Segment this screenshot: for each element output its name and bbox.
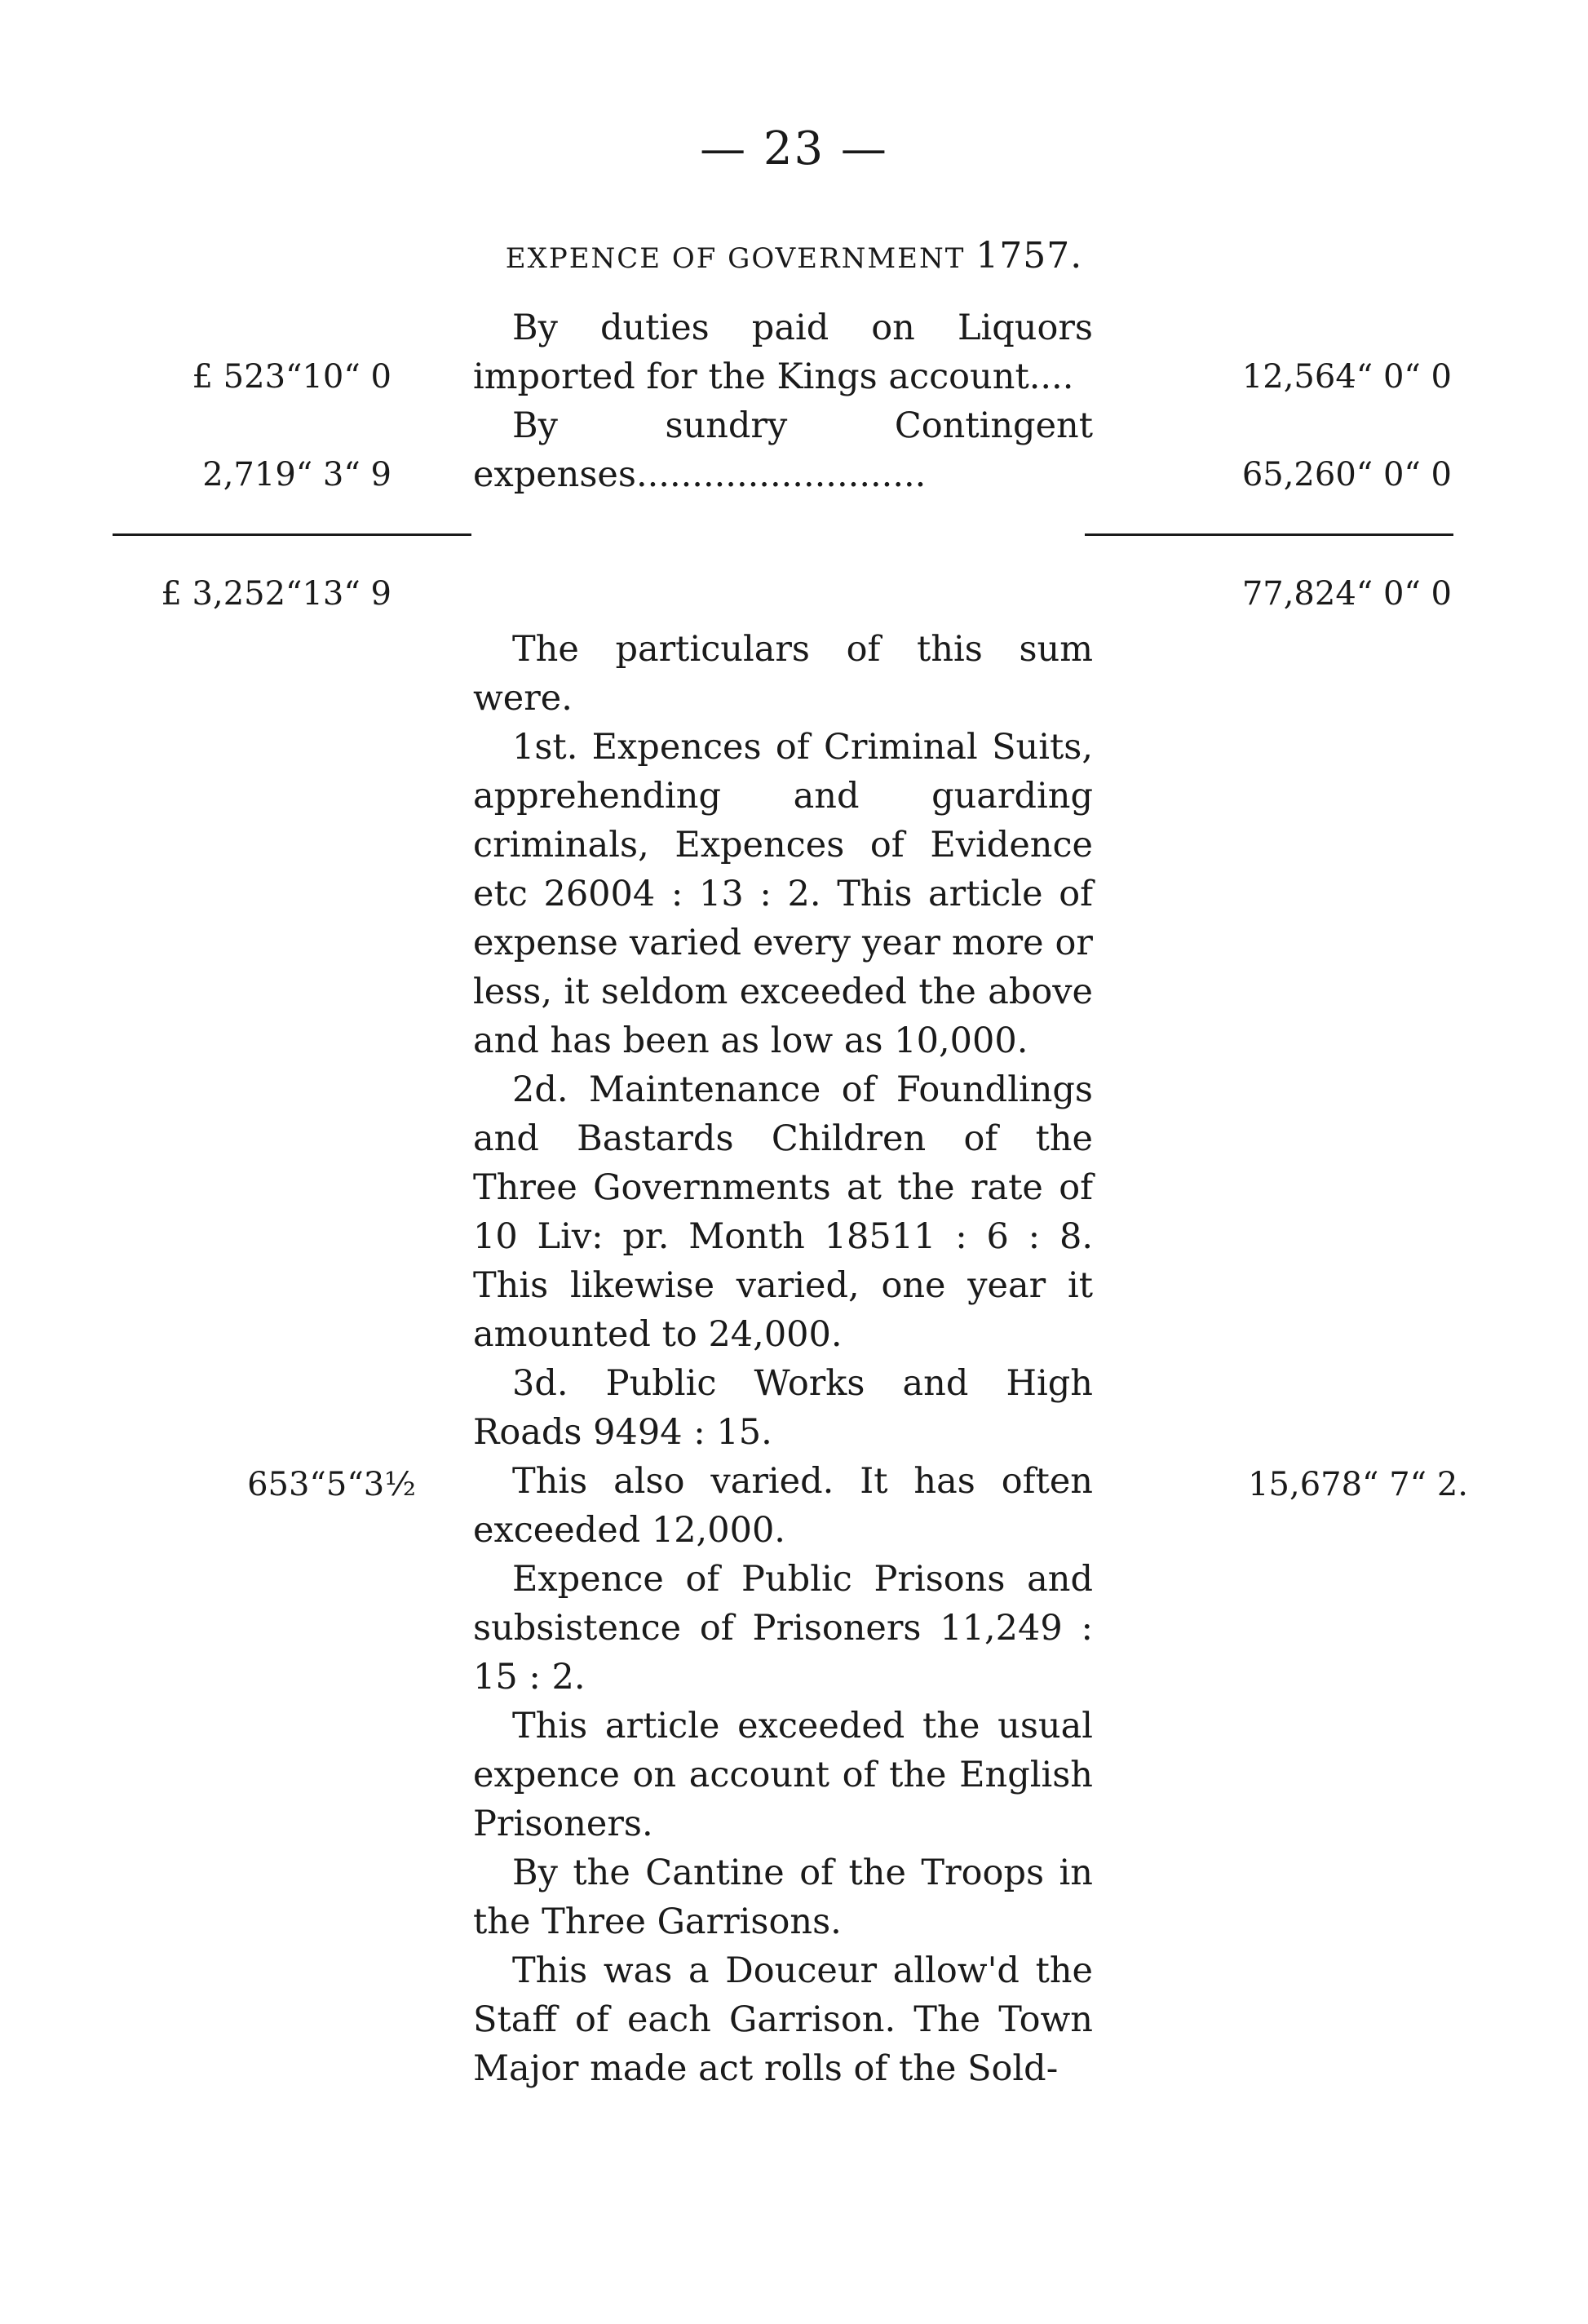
entry-right-amount-liquors: 12,564“ 0“ 0: [1241, 358, 1452, 396]
right-total-rule: [1085, 533, 1453, 536]
left-total-rule: [113, 533, 471, 536]
heading-title: EXPENCE OF GOVERNMENT: [505, 242, 966, 275]
paragraph: The particulars of this sum were.: [473, 629, 1093, 719]
paragraph: This was a Douceur allow'd the Staff of each Garrison. The Town Major made act rolls of the Sold-: [473, 1950, 1093, 2089]
entry-left-amount-liquors: £ 523“10“ 0: [192, 358, 391, 396]
right-total: 77,824“ 0“ 0: [1241, 575, 1452, 613]
page-heading: [0, 235, 1588, 277]
cantine-left-amount: 653“5“3½: [247, 1466, 416, 1503]
left-total: £ 3,252“13“ 9: [161, 575, 391, 613]
paragraph: This also varied. It has often exceeded 12,000.: [473, 1461, 1093, 1551]
paragraph: This article exceeded the usual expence on account of the English Prisoners.: [473, 1706, 1093, 1844]
paragraph: 2d. Maintenance of Foundlings and Bastards Children of the Three Governments at the rate of 10 Liv: pr. Month 18511 : 6 : 8. This likewise varied, one year it amounted to 24,000.: [473, 1069, 1093, 1355]
entry-left-amount-contingent: 2,719“ 3“ 9: [202, 456, 391, 494]
entry-right-amount-contingent: 65,260“ 0“ 0: [1241, 456, 1452, 494]
cantine-right-amount: 15,678“ 7“ 2.: [1248, 1466, 1468, 1503]
page-number: — 23 —: [700, 122, 888, 175]
particulars-text: [473, 625, 1093, 2093]
paragraph: By the Cantine of the Troops in the Three Garrisons.: [473, 1853, 1093, 1942]
entry-text-contingent: By sundry Contingent expenses..........................: [473, 405, 1093, 495]
heading-year: 1757.: [975, 235, 1083, 277]
paragraph: 1st. Expences of Criminal Suits, apprehending and guarding criminals, Expences of Evidence etc 26004 : 13 : 2. This article of expense varied every year more or less, it seldom exceeded the above and has been as low as 10,000.: [473, 727, 1093, 1061]
entry-text-liquors: By duties paid on Liquors imported for the Kings account....: [473, 308, 1093, 397]
paragraph: 3d. Public Works and High Roads 9494 : 15.: [473, 1363, 1093, 1453]
paragraph: Expence of Public Prisons and subsistence of Prisoners 11,249 : 15 : 2.: [473, 1559, 1093, 1698]
